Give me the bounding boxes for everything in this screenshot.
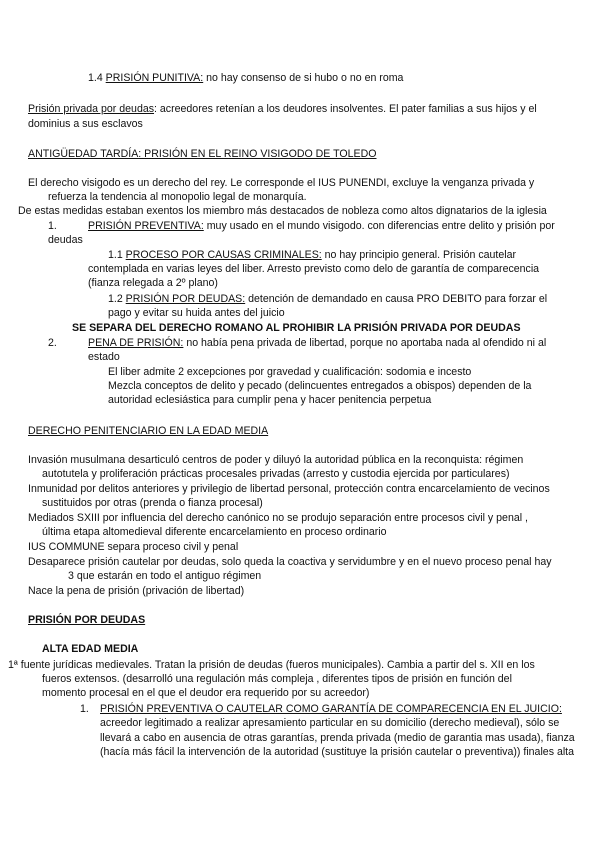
text-line: 3 que estarán en todo el antiguo régimen [68, 570, 262, 582]
list-item-text: PRISIÓN PREVENTIVA: muy usado en el mundo visigodo. con diferencias entre delito y prisión por [88, 220, 555, 232]
text-line: fueros extensos. (desarrolló una regulación más compleja , diferentes tipos de prisión en función del [42, 673, 512, 685]
text-line: 1.1 PROCESO POR CAUSAS CRIMINALES: no hay principio general. Prisión cautelar [108, 249, 517, 261]
heading-pena-de-prision: PENA DE PRISIÓN: [88, 337, 184, 349]
text-line: El liber admite 2 excepciones por gravedad y cualificación: sodomia e incesto [108, 366, 472, 378]
text-line: Prisión privada por deudas: acreedores retenían a los deudores insolventes. El pater familias a sus hijos y el [28, 103, 537, 115]
list-item-text: PENA DE PRISIÓN: no había pena privada de libertad, porque no aportaba nada al ofendido ni al [88, 337, 547, 349]
term-prision-privada: Prisión privada por deudas [28, 103, 155, 115]
text-line: última etapa altomedieval diferente encarcelamiento en proceso ordinario [42, 526, 387, 538]
subheading-alta-edad-media: ALTA EDAD MEDIA [42, 643, 139, 655]
text-line: estado [88, 351, 120, 363]
text-line: refuerza la tendencia al monopolio legal de monarquía. [48, 191, 307, 203]
list-item-number: 2. [48, 337, 57, 349]
text-line: (fianza relegada a 2º plano) [88, 277, 218, 289]
section-heading-antiguedad: ANTIGÜEDAD TARDÍA: PRISIÓN EN EL REINO VISIGODO DE TOLEDO [28, 148, 377, 160]
text-line: acreedor legitimado a realizar apresamiento particular en su domicilio (derecho medieval), sólo se [100, 717, 560, 729]
text-line: 1ª fuente jurídicas medievales. Tratan la prisión de deudas (fueros municipales). Cambia a partir del s. XII en los [8, 659, 535, 671]
text-line: momento procesal en el que el deudor era requerido por su acreedor) [42, 687, 370, 699]
text-line: Mezcla conceptos de delito y pecado (delincuentes entregados a obispos) dependen de la [108, 380, 532, 392]
text-line: autoridad eclesiástica para cumplir pena y hacer penitencia perpetua [108, 394, 432, 406]
text-line: IUS COMMUNE separa proceso civil y penal [28, 541, 239, 553]
text-line: dominius a sus esclavos [28, 118, 143, 130]
heading-prision-por-deudas-sub: PRISIÓN POR DEUDAS: [125, 293, 246, 305]
list-item-number: 1. [80, 703, 89, 715]
text-line: De estas medidas estaban exentos los miembro más destacados de nobleza como altos dignatarios de la iglesia [18, 205, 547, 217]
text-line: Desaparece prisión cautelar por deudas, solo queda la coactiva y servidumbre y en el nuevo proceso penal hay [28, 556, 552, 568]
text-line: 1.2 PRISIÓN POR DEUDAS: detención de demandado en causa PRO DEBITO para forzar el [108, 293, 548, 305]
heading-prision-punitiva: PRISIÓN PUNITIVA: [105, 72, 204, 84]
text-line: 1.4 PRISIÓN PUNITIVA: no hay consenso de si hubo o no en roma [88, 72, 404, 84]
bold-statement: SE SEPARA DEL DERECHO ROMANO AL PROHIBIR LA PRISIÓN PRIVADA POR DEUDAS [72, 322, 521, 334]
section-heading-edad-media: DERECHO PENITENCIARIO EN LA EDAD MEDIA [28, 425, 269, 437]
text-line: pago y evitar su huida antes del juicio [108, 307, 285, 319]
text-line: llevará a cabo en ausencia de otras garantías, prenda privada (medio de garantia mas usada), fianza [100, 732, 575, 744]
text-line: autotutela y proliferación prácticas procesales privadas (arresto y custodia ejercida por particulares) [42, 468, 510, 480]
text-line: Mediados SXIII por influencia del derecho canónico no se produjo separación entre procesos civil y penal , [28, 512, 528, 524]
text-line: sustituidos por otras (prenda o fianza procesal) [42, 497, 263, 509]
text-line: Invasión musulmana desarticuló centros de poder y diluyó la autoridad pública en la reconquista: régimen [28, 454, 524, 466]
section-heading-prision-por-deudas: PRISIÓN POR DEUDAS [28, 614, 146, 626]
list-item-number: 1. [48, 220, 57, 232]
text-line: Inmunidad por delitos anteriores y privilegio de libertad personal, protección contra encarcelamiento de vecinos [28, 483, 550, 495]
heading-prision-preventiva: PRISIÓN PREVENTIVA: [88, 220, 204, 232]
heading-proceso-causas-criminales: PROCESO POR CAUSAS CRIMINALES: [125, 249, 322, 261]
text-line: (hacía más fácil la intervención de la autoridad (sustituye la prisión cautelar o preventiva)) finales alta [100, 746, 575, 758]
heading-prision-preventiva-cautelar: PRISIÓN PREVENTIVA O CAUTELAR COMO GARANTÍA DE COMPARECENCIA EN EL JUICIO: [100, 703, 562, 715]
text-line: contemplada en varias leyes del liber. Arresto previsto como delo de garantía de comparecencia [88, 263, 540, 275]
text-line: Nace la pena de prisión (privación de libertad) [28, 585, 245, 597]
text-line: El derecho visigodo es un derecho del rey. Le corresponde el IUS PUNENDI, excluye la venganza privada y [28, 177, 535, 189]
text-line: deudas [48, 234, 83, 246]
